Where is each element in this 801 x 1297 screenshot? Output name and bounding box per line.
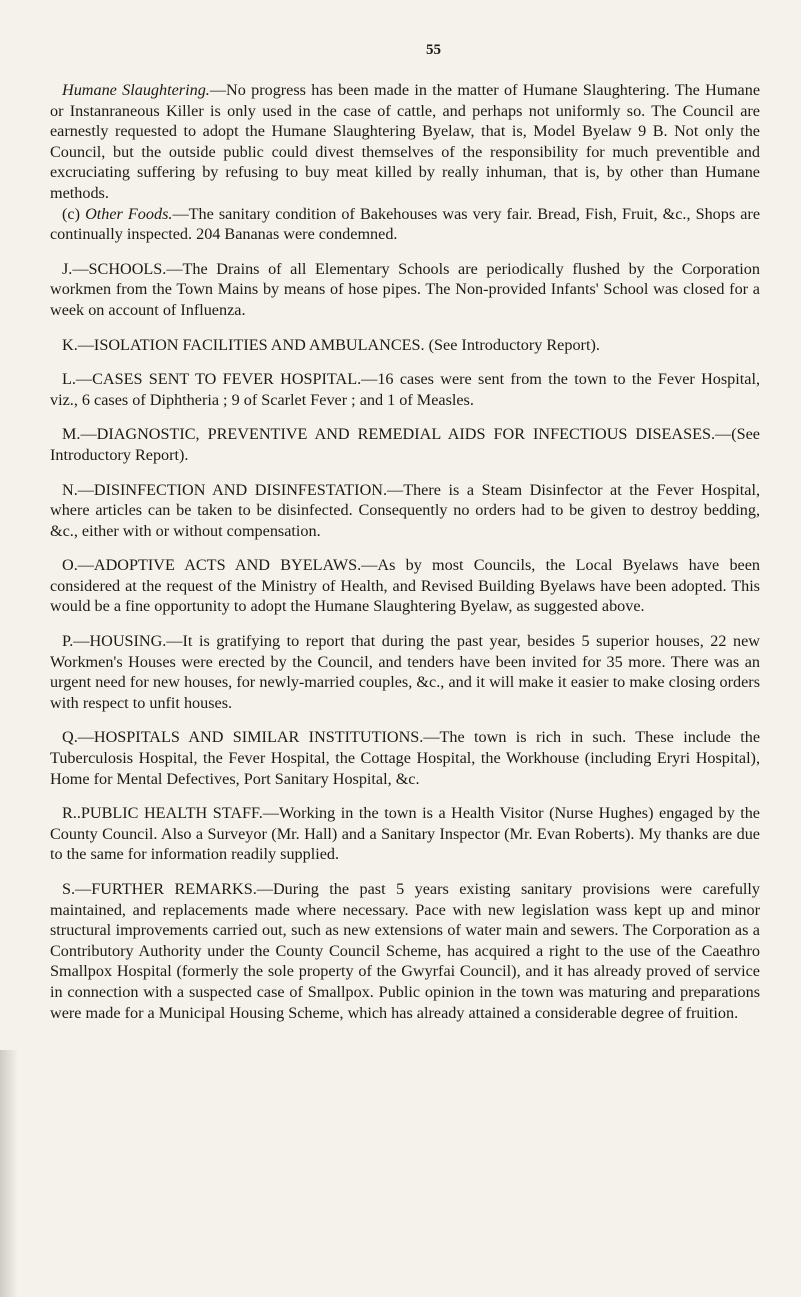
paragraph-text: —The sanitary condition of Bakehouses was very fair. Bread, Fish, Fruit, &c., Shops are continually inspected. 204 Bananas were condemned.: [50, 204, 761, 244]
paragraph-isolation: K.—ISOLATION FACILITIES AND AMBULANCES. (See Introductory Report).: [62, 335, 600, 354]
document-body: [50, 80, 760, 1023]
paragraph-hospitals: Q.—HOSPITALS AND SIMILAR INSTITUTIONS.—The town is rich in such. These include the Tuberculosis Hospital, the Fever Hospital, the Cottage Hospital, the Workhouse (including Eryri Hospital), Home for Mental Defectives, Port Sanitary Hospital, &c.: [50, 728, 760, 788]
paragraph-text: —No progress has been made in the matter of Humane Slaughtering. The Humane or Instanraneous Killer is only used in the case of cattle, and perhaps not uniformly so. The Council are earnestly requested to adopt the Humane Slaughtering Byelaw, that is, Model Byelaw 9 B. Not only the Council, but the outside public could divest themselves of the responsibility for much preventible and excruciating suffering by refusing to buy meat killed by really inhuman, that is, by other than Humane methods.: [50, 81, 761, 202]
paragraph-other-foods: [50, 204, 760, 245]
paragraph-fever-hospital: L.—CASES SENT TO FEVER HOSPITAL.—16 cases were sent from the town to the Fever Hospital, viz., 6 cases of Diphtheria ; 9 of Scarlet Fever ; and 1 of Measles.: [50, 370, 760, 409]
paragraph-diagnostic: M.—DIAGNOSTIC, PREVENTIVE AND REMEDIAL AIDS FOR INFECTIOUS DISEASES.—(See Introductory Report).: [50, 425, 760, 464]
paragraph-label: Other Foods.: [85, 204, 173, 223]
paragraph-schools: J.—SCHOOLS.—The Drains of all Elementary Schools are periodically flushed by the Corporation workmen from the Town Mains by means of hose pipes. The Non-provided Infants' School was closed for a week on account of Influenza.: [50, 259, 760, 319]
paragraph-further-remarks: S.—FURTHER REMARKS.—During the past 5 years existing sanitary provisions were carefully maintained, and replacements made where necessary. Pace with new legislation wass kept up and minor structural improvements carried out, such as new extensions of water main and sewers. The Corporation as a Contributory Authority under the County Council Scheme, has acquired a right to the use of the Caeathro Smallpox Hospital (formerly the sole property of the Gwyrfai Council), and it has already proved of service in connection with a suspected case of Smallpox. Public opinion in the town was maturing and preparations were made for a Municipal Housing Scheme, which has already attained a considerable degree of fruition.: [50, 880, 760, 1022]
paragraph-humane-slaughtering: [50, 80, 760, 204]
page-number: 55: [426, 42, 441, 58]
paragraph-byelaws: O.—ADOPTIVE ACTS AND BYELAWS.—As by most Councils, the Local Byelaws have been considered at the request of the Ministry of Health, and Revised Building Byelaws have been adopted. This would be a fine opportunity to adopt the Humane Slaughtering Byelaw, as suggested above.: [50, 556, 760, 616]
paragraph-prefix: (c): [62, 204, 86, 223]
paragraph-disinfection: N.—DISINFECTION AND DISINFESTATION.—There is a Steam Disinfector at the Fever Hospital, where articles can be taken to be disinfected. Consequently no orders had to be given to destroy bedding, &c., either with or without compensation.: [50, 480, 760, 540]
paragraph-label: Humane Slaughtering.: [62, 81, 210, 99]
paragraph-housing: P.—HOUSING.—It is gratifying to report that during the past year, besides 5 superior houses, 22 new Workmen's Houses were erected by the Council, and tenders have been invited for 35 more. There was an urgent need for new houses, for newly-married couples, &c., and it will make it easier to make closing orders with respect to unfit houses.: [50, 632, 760, 712]
paragraph-public-health-staff: R..PUBLIC HEALTH STAFF.—Working in the town is a Health Visitor (Nurse Hughes) engaged by the County Council. Also a Surveyor (Mr. Hall) and a Sanitary Inspector (Mr. Evan Roberts). My thanks are due to the same for information readily supplied.: [50, 804, 760, 864]
page-edge-shadow: [0, 1050, 18, 1297]
